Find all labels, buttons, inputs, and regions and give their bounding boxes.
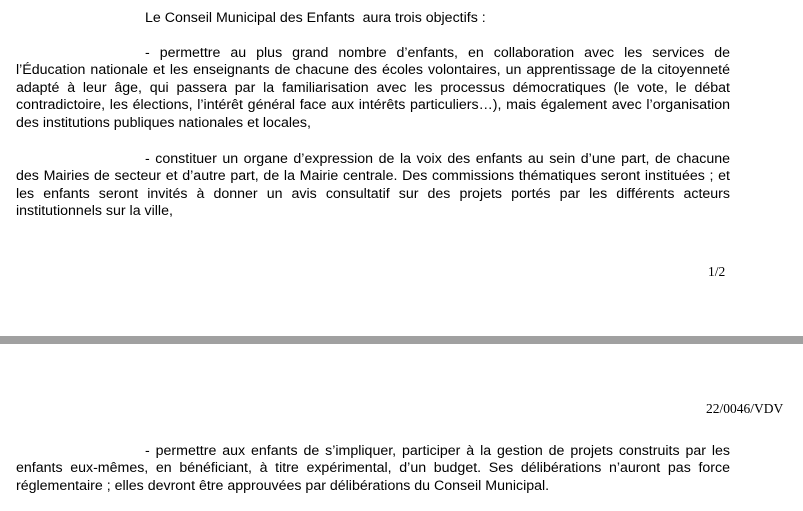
- page-separator: [0, 336, 803, 344]
- objective-citizenship: - permettre au plus grand nombre d’enfants, en collaboration avec les services de l’Éducation nationale et les enseignants de chacune des écoles volontaires, un apprentissage de la citoyenneté adapté à leur âge, qui passera par la familiarisation avec les processus démocratiques (le vote, le débat contradictoire, les élections, l’intérêt général face aux intérêts particuliers…), mais également avec l’organisation des institutions publiques nationales et locales,: [16, 45, 730, 131]
- objective-projects: - permettre aux enfants de s’impliquer, participer à la gestion de projets construits par les enfants eux-mêmes, en bénéficiant, à titre expérimental, d’un budget. Ses délibérations n’auront pas force réglementaire ; elles devront être approuvées par délibérations du Conseil Municipal.: [16, 443, 730, 494]
- document-page-2: [0, 344, 803, 511]
- document-reference: 22/0046/VDV: [706, 401, 784, 416]
- objective-expression: - constituer un organe d’expression de la voix des enfants au sein d’une part, de chacune des Mairies de secteur et d’autre part, de la Mairie centrale. Des commissions thématiques seront instituées ; et les enfants seront invités à donner un avis consultatif sur des projets portés par les différents acteurs institutionnels sur la ville,: [16, 151, 730, 220]
- objectives-intro: Le Conseil Municipal des Enfants aura trois objectifs :: [145, 10, 486, 26]
- page-number: 1/2: [708, 264, 726, 279]
